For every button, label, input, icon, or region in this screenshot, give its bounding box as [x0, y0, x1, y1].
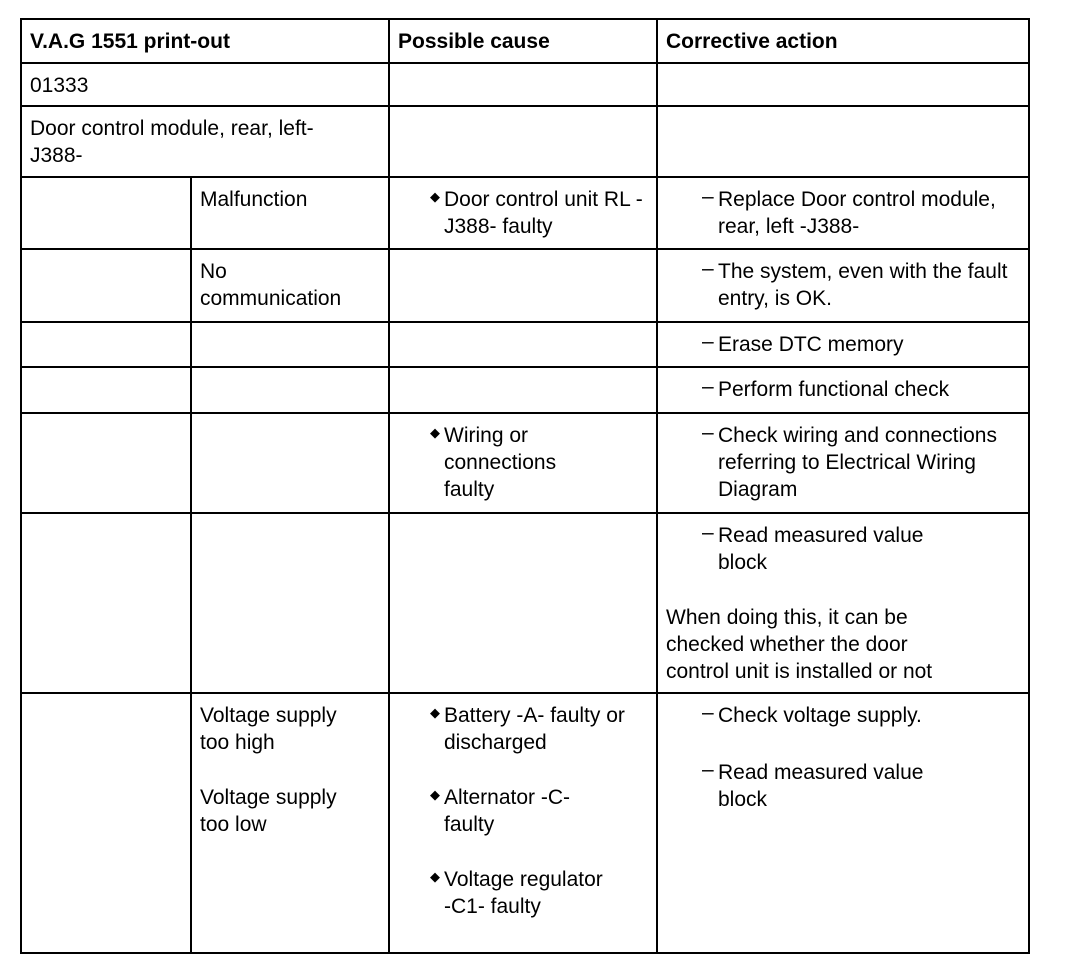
dash-icon: – — [702, 421, 714, 444]
empty-cell — [191, 367, 389, 413]
empty-cell — [21, 367, 191, 413]
action-item — [702, 376, 1020, 403]
action-cell — [657, 513, 1029, 693]
action-text: Replace Door control module, rear, left -J388- — [718, 188, 996, 238]
empty-cell — [657, 63, 1029, 106]
cause-cell — [389, 693, 657, 953]
symptom-text: Voltage supply too low — [200, 786, 337, 836]
empty-cell — [389, 249, 657, 322]
symptom-text: No communication — [200, 260, 342, 310]
action-text: Perform functional check — [718, 378, 950, 401]
bullet-icon: ◆ — [430, 705, 440, 720]
action-text: The system, even with the fault entry, is OK. — [718, 260, 1008, 310]
cause-text: Alternator -C- faulty — [444, 786, 571, 836]
header-action: Corrective action — [657, 19, 1029, 63]
action-text: Read measured value block — [718, 524, 924, 574]
action-text: Erase DTC memory — [718, 333, 904, 356]
component-row — [21, 106, 1029, 177]
cause-item — [426, 422, 648, 503]
empty-cell — [21, 322, 191, 367]
action-text: Read measured value block — [718, 761, 924, 811]
dash-icon: – — [702, 701, 714, 724]
action-item — [702, 522, 1020, 576]
empty-cell — [389, 63, 657, 106]
dash-icon: – — [702, 185, 714, 208]
empty-cell — [389, 367, 657, 413]
table-row — [21, 322, 1029, 367]
table-row — [21, 177, 1029, 249]
symptom-cell — [191, 693, 389, 953]
empty-cell — [657, 106, 1029, 177]
empty-cell — [21, 249, 191, 322]
dash-icon: – — [702, 375, 714, 398]
cause-text: Wiring or connections faulty — [444, 424, 557, 501]
table-row — [21, 693, 1029, 953]
symptom-text: Malfunction — [200, 188, 308, 211]
cause-text: Voltage regulator -C1- faulty — [444, 868, 603, 918]
table-row — [21, 249, 1029, 322]
empty-cell — [191, 413, 389, 513]
action-note: When doing this, it can be checked whether the door control unit is installed or not — [666, 606, 933, 683]
cause-text: Battery -A- faulty or discharged — [444, 704, 625, 754]
empty-cell — [389, 513, 657, 693]
empty-cell — [21, 413, 191, 513]
symptom-cell — [191, 249, 389, 322]
action-text: Check voltage supply. — [718, 704, 922, 727]
empty-cell — [21, 177, 191, 249]
header-cause: Possible cause — [389, 19, 657, 63]
action-cell — [657, 693, 1029, 953]
component-name: Door control module, rear, left-J388- — [21, 106, 389, 177]
table-row — [21, 367, 1029, 413]
empty-cell — [191, 322, 389, 367]
table-row — [21, 513, 1029, 693]
header-row — [21, 19, 1029, 63]
action-cell — [657, 367, 1029, 413]
action-cell — [657, 249, 1029, 322]
fault-code: 01333 — [21, 63, 389, 106]
empty-cell — [21, 513, 191, 693]
action-cell — [657, 413, 1029, 513]
empty-cell — [389, 106, 657, 177]
empty-cell — [389, 322, 657, 367]
action-item — [702, 186, 1020, 240]
action-item — [702, 759, 1020, 813]
bullet-icon: ◆ — [430, 869, 440, 884]
table-row — [21, 413, 1029, 513]
cause-item — [426, 784, 648, 838]
symptom-text: Voltage supply too high — [200, 704, 337, 754]
bullet-icon: ◆ — [430, 189, 440, 204]
bullet-icon: ◆ — [430, 787, 440, 802]
cause-cell — [389, 177, 657, 249]
dash-icon: – — [702, 758, 714, 781]
action-cell — [657, 322, 1029, 367]
symptom-cell — [191, 177, 389, 249]
cause-item — [426, 866, 648, 920]
fault-table — [20, 18, 1030, 954]
cause-item — [426, 702, 648, 756]
action-item — [702, 422, 1020, 503]
cause-text: Door control unit RL -J388- faulty — [444, 188, 643, 238]
action-item — [702, 702, 1020, 729]
action-item — [702, 331, 1020, 358]
code-row — [21, 63, 1029, 106]
dash-icon: – — [702, 330, 714, 353]
empty-cell — [21, 693, 191, 953]
cause-item — [426, 186, 648, 240]
bullet-icon: ◆ — [430, 425, 440, 440]
action-cell — [657, 177, 1029, 249]
cause-cell — [389, 413, 657, 513]
empty-cell — [191, 513, 389, 693]
dash-icon: – — [702, 257, 714, 280]
dash-icon: – — [702, 521, 714, 544]
action-text: Check wiring and connections referring to Electrical Wiring Diagram — [718, 424, 997, 501]
action-item — [702, 258, 1020, 312]
header-printout: V.A.G 1551 print-out — [21, 19, 389, 63]
